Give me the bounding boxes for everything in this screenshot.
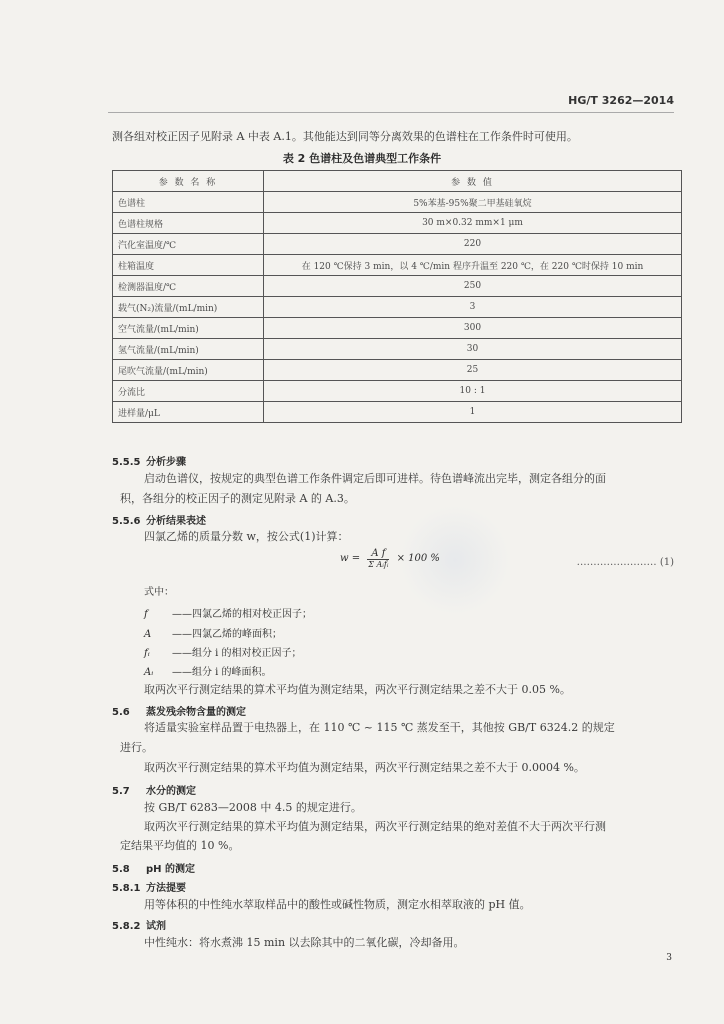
table-cell: 5%苯基-95%聚二甲基硅氧烷 [264, 192, 682, 213]
where-desc: ——四氯乙烯的峰面积； [172, 629, 282, 640]
table-cell: 25 [264, 360, 682, 381]
where-item [144, 605, 312, 620]
table-cell: 30 m×0.32 mm×1 μm [264, 213, 682, 234]
where-symbol: Aᵢ [144, 667, 154, 678]
where-item [144, 644, 302, 659]
table-cell: 尾吹气流量/(mL/min) [113, 360, 264, 381]
section-number: 5.6 [112, 707, 130, 718]
section-title: 试剂 [146, 921, 166, 932]
section-number: 5.8.1 [112, 883, 141, 894]
table-cell: 300 [264, 318, 682, 339]
standard-code: HG/T 3262—2014 [568, 94, 674, 107]
where-title: 式中： [144, 587, 174, 598]
page-number: 3 [666, 953, 672, 963]
table-row [113, 318, 682, 339]
table-cell: 进样量/μL [113, 402, 264, 423]
table-header-param: 参 数 名 称 [113, 171, 264, 192]
table-header-value: 参 数 值 [264, 171, 682, 192]
table-cell: 250 [264, 276, 682, 297]
table-cell: 色谱柱 [113, 192, 264, 213]
formula-number: …………………… (1) [576, 557, 674, 568]
table-header-row [113, 171, 682, 192]
section-title: pH 的测定 [146, 864, 196, 875]
formula-tail: × 100 % [396, 553, 440, 564]
section-title: 分析结果表述 [146, 516, 206, 527]
paragraph: 定结果平均值的 10 %。 [120, 839, 240, 852]
paragraph: 积，各组分的校正因子的测定见附录 A 的 A.3。 [120, 492, 355, 505]
formula-denominator: Σ Aᵢfᵢ [368, 560, 389, 569]
paragraph: 进行。 [120, 741, 153, 754]
table-cell: 220 [264, 234, 682, 255]
paragraph: 按 GB/T 6283—2008 中 4.5 的规定进行。 [144, 801, 362, 814]
table-cell: 3 [264, 297, 682, 318]
table-row [113, 255, 682, 276]
gc-conditions-table [112, 170, 682, 423]
section-title: 方法提要 [146, 883, 186, 894]
where-symbol: fᵢ [144, 648, 150, 659]
table-cell: 10 : 1 [264, 381, 682, 402]
table-row [113, 297, 682, 318]
paragraph: 启动色谱仪，按规定的典型色谱工作条件调定后即可进样。待色谱峰流出完毕，测定各组分的面 [144, 472, 606, 485]
table-row [113, 234, 682, 255]
formula-numerator: A f [367, 548, 389, 560]
where-desc: ——四氯乙烯的相对校正因子； [172, 609, 312, 620]
where-symbol: A [144, 629, 152, 640]
paragraph: 取两次平行测定结果的算术平均值为测定结果，两次平行测定结果的绝对差值不大于两次平行测 [144, 820, 606, 833]
paragraph: 取两次平行测定结果的算术平均值为测定结果，两次平行测定结果之差不大于 0.0004 %。 [144, 761, 585, 774]
table-cell: 在 120 ℃保持 3 min，以 4 ℃/min 程序升温至 220 ℃，在 220 ℃时保持 10 min [264, 255, 682, 276]
table-cell: 载气(N₂)流量/(mL/min) [113, 297, 264, 318]
section-heading-5-7 [112, 782, 196, 797]
intro-paragraph: 测各组对校正因子见附录 A 中表 A.1。其他能达到同等分离效果的色谱柱在工作条件时可使用。 [112, 130, 578, 143]
section-title: 蒸发残余物含量的测定 [146, 707, 246, 718]
paragraph: 四氯乙烯的质量分数 w，按公式(1)计算： [144, 530, 349, 543]
table-row [113, 192, 682, 213]
table-cell: 分流比 [113, 381, 264, 402]
where-symbol: f [144, 609, 148, 620]
where-desc: ——组分 i 的峰面积。 [172, 667, 272, 678]
section-heading-5-8-2 [112, 917, 166, 932]
section-number: 5.8 [112, 864, 130, 875]
table-row [113, 213, 682, 234]
header-rule [108, 112, 674, 113]
table-cell: 色谱柱规格 [113, 213, 264, 234]
section-number: 5.5.5 [112, 457, 141, 468]
section-heading-5-8 [112, 860, 195, 875]
where-item [144, 625, 282, 640]
paragraph: 将适量实验室样品置于电热器上，在 110 ℃ ~ 115 ℃ 蒸发至干，其他按 GB/T 6324.2 的规定 [144, 721, 615, 734]
table-cell: 空气流量/(mL/min) [113, 318, 264, 339]
section-title: 分析步骤 [146, 457, 186, 468]
section-heading-5-5-5 [112, 453, 186, 468]
formula-fraction [367, 548, 389, 569]
table-row [113, 339, 682, 360]
section-title: 水分的测定 [146, 786, 196, 797]
table-row [113, 381, 682, 402]
table-row [113, 402, 682, 423]
paragraph: 取两次平行测定结果的算术平均值为测定结果，两次平行测定结果之差不大于 0.05 %。 [144, 683, 571, 696]
section-number: 5.5.6 [112, 516, 141, 527]
table-row [113, 276, 682, 297]
section-heading-5-8-1 [112, 879, 186, 894]
table-cell: 汽化室温度/℃ [113, 234, 264, 255]
paragraph: 中性纯水：将水煮沸 15 min 以去除其中的二氧化碳，冷却备用。 [144, 936, 465, 949]
where-item [144, 663, 272, 678]
where-desc: ——组分 i 的相对校正因子； [172, 648, 302, 659]
section-heading-5-5-6 [112, 512, 206, 527]
paragraph: 用等体积的中性纯水萃取样品中的酸性或碱性物质，测定水相萃取液的 pH 值。 [144, 898, 531, 911]
formula-lhs: w = [340, 553, 361, 564]
table-cell: 检测器温度/℃ [113, 276, 264, 297]
table-cell: 30 [264, 339, 682, 360]
section-number: 5.7 [112, 786, 130, 797]
table-cell: 柱箱温度 [113, 255, 264, 276]
table-row [113, 360, 682, 381]
section-number: 5.8.2 [112, 921, 141, 932]
table-cell: 1 [264, 402, 682, 423]
section-heading-5-6 [112, 703, 246, 718]
formula-1 [340, 548, 440, 569]
table-cell: 氢气流量/(mL/min) [113, 339, 264, 360]
table-caption: 表 2 色谱柱及色谱典型工作条件 [282, 152, 442, 165]
